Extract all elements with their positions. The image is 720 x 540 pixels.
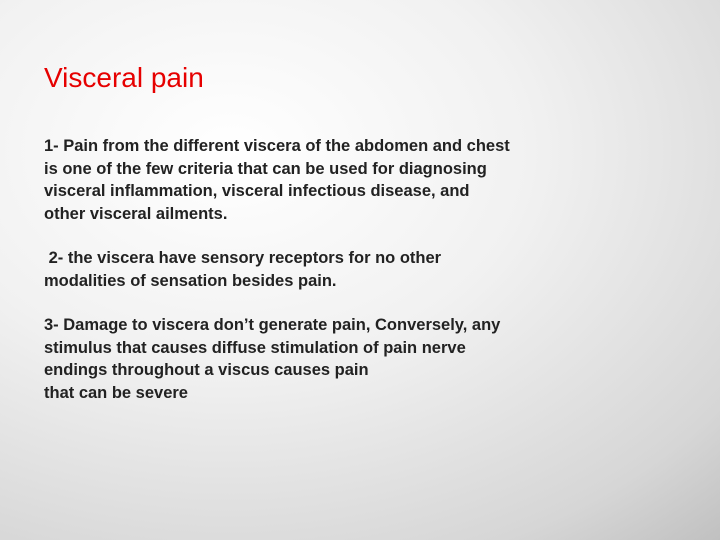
paragraph-line: is one of the few criteria that can be used for diagnosing [44,159,487,178]
paragraph-line: 3- Damage to viscera don’t generate pain, Conversely, any [44,316,501,334]
paragraph-line: other visceral ailments. [44,204,228,223]
slide-body [44,135,604,426]
paragraph-line: 2- the viscera have sensory receptors for no other [44,249,442,267]
paragraph-line: endings throughout a viscus causes pain [44,361,369,379]
paragraph-line: 1- Pain from the different viscera of the abdomen and chest [44,137,510,155]
paragraph-2 [44,247,604,292]
paragraph-line: modalities of sensation besides pain. [44,271,337,290]
paragraph-line: stimulus that causes diffuse stimulation of pain nerve [44,338,466,357]
paragraph-1 [44,135,604,225]
paragraph-line: visceral inflammation, visceral infectious disease, and [44,182,470,200]
paragraph-3 [44,314,604,404]
slide-title: Visceral pain [44,62,204,93]
paragraph-line: that can be severe [44,383,188,402]
